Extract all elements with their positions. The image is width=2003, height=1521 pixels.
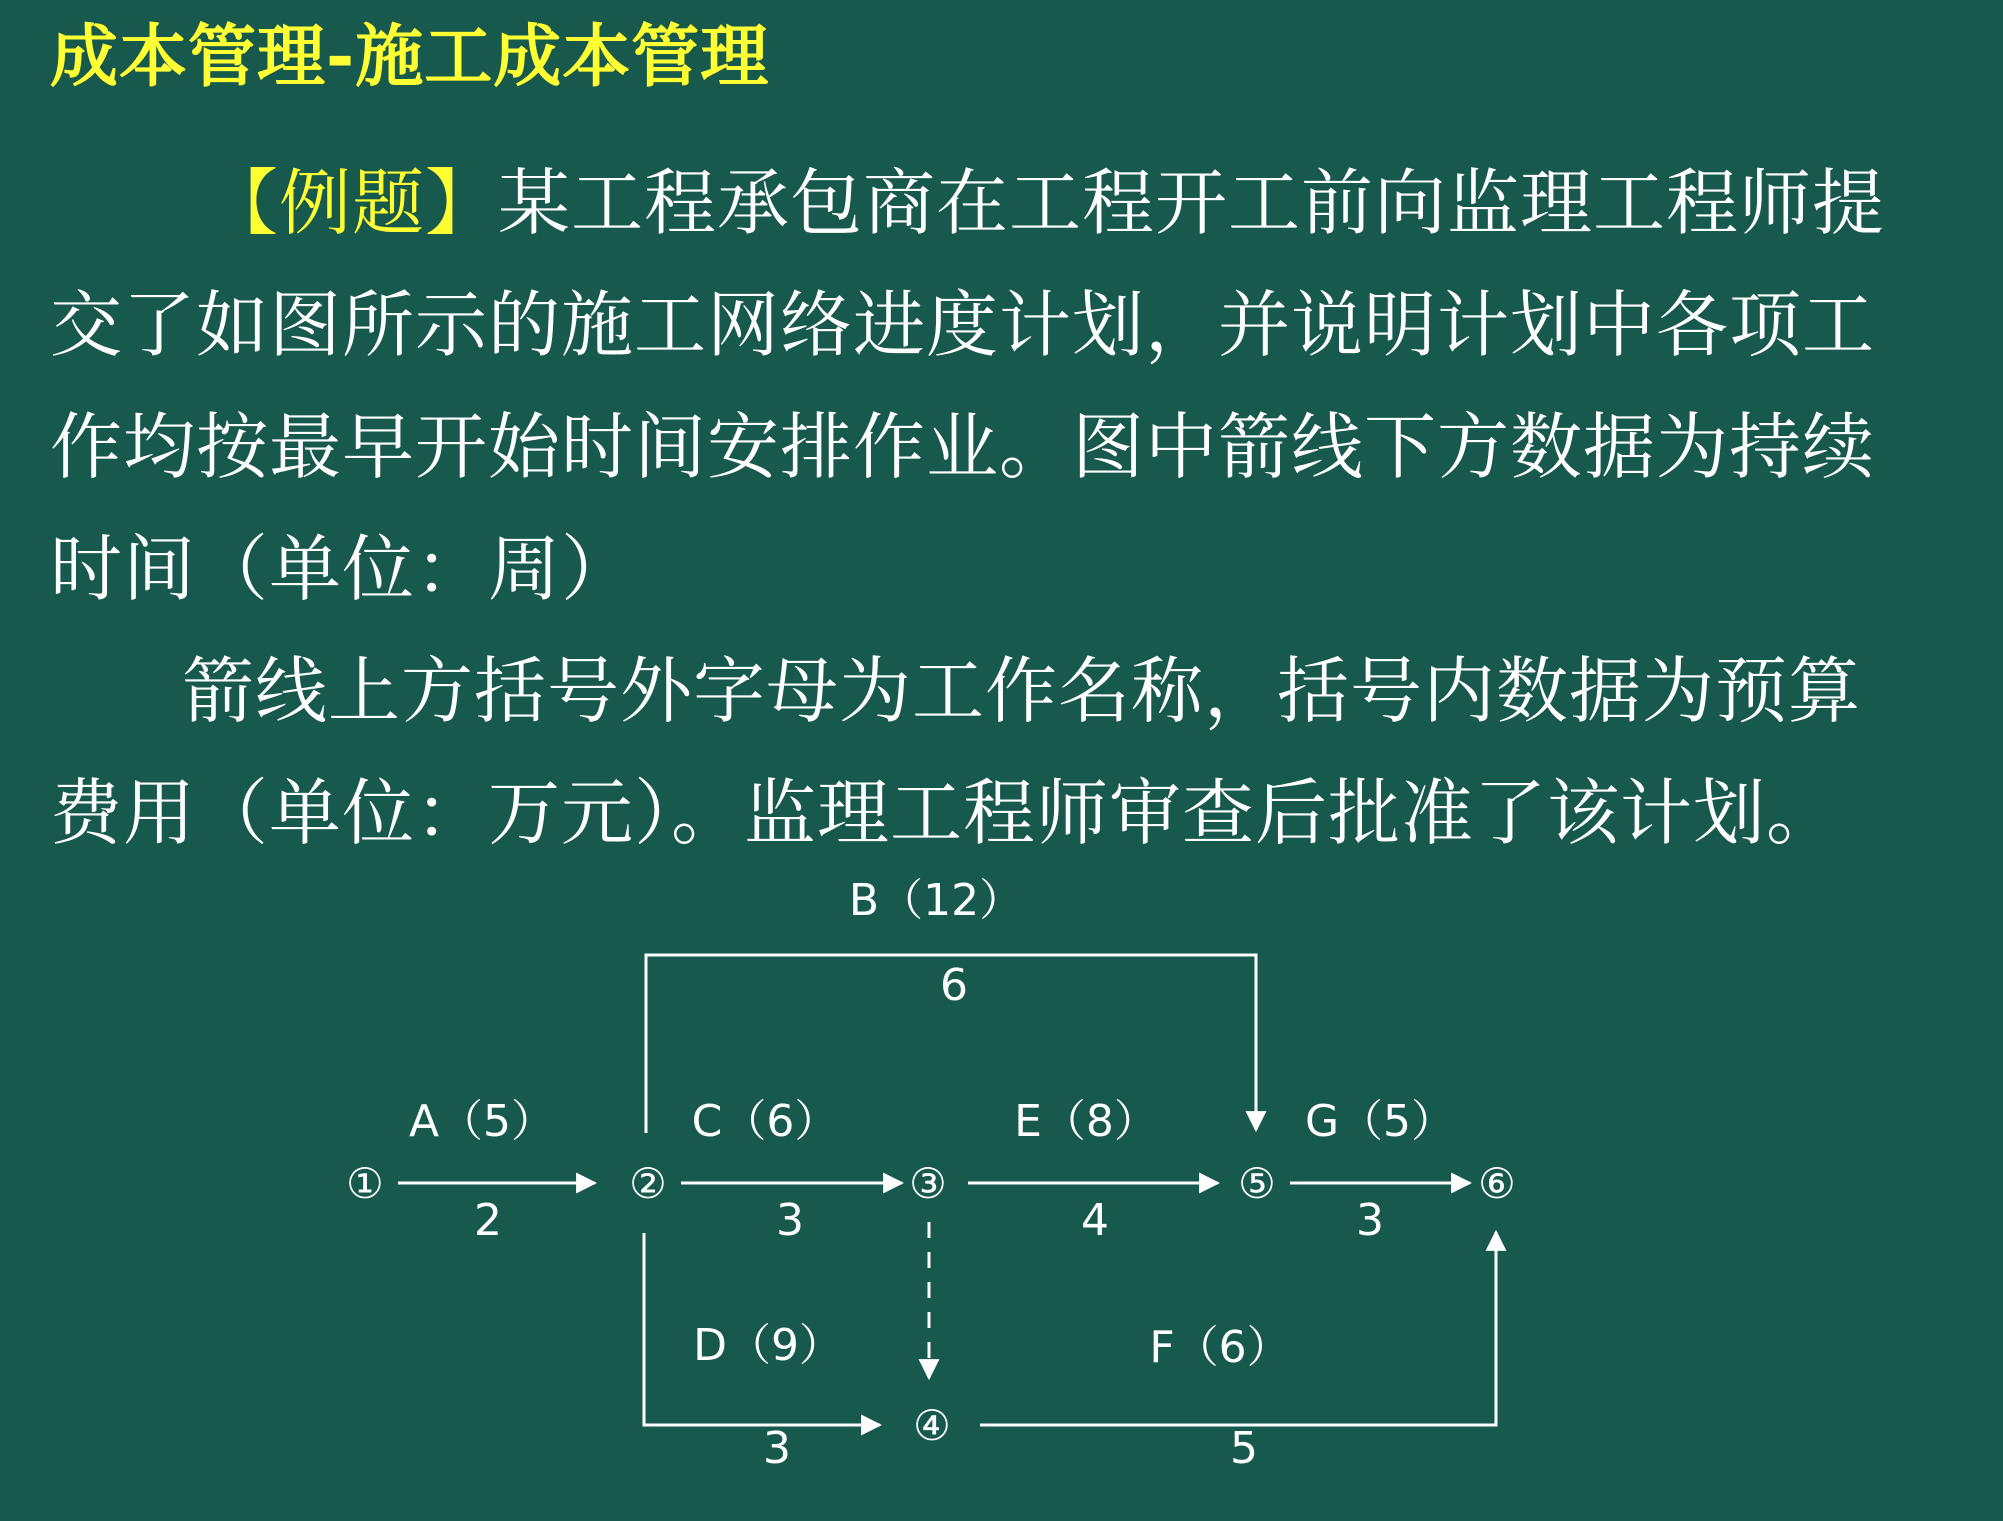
network-nodes xyxy=(346,1159,1516,1450)
activity-label-f: F（6） xyxy=(1149,1322,1291,1373)
problem-line-4: 时间（单位：周） xyxy=(50,527,635,611)
problem-line-2: 交了如图所示的施工网络进度计划，并说明计划中各项工 xyxy=(50,283,1876,367)
problem-line-6: 费用（单位：万元）。监理工程师审查后批准了该计划。 xyxy=(50,771,1840,855)
network-arrows xyxy=(398,955,1496,1425)
activity-duration-f: 5 xyxy=(1230,1423,1258,1474)
activity-label-c: C（6） xyxy=(691,1096,839,1147)
node-5: ⑤ xyxy=(1238,1159,1276,1208)
page-title: 成本管理-施工成本管理 xyxy=(50,18,770,97)
activity-label-d: D（9） xyxy=(693,1320,843,1371)
activity-label-b: B（12） xyxy=(848,875,1024,926)
problem-line-5: 箭线上方括号外字母为工作名称，括号内数据为预算 xyxy=(182,649,1862,733)
node-1: ① xyxy=(346,1159,384,1208)
node-4: ④ xyxy=(913,1401,951,1450)
activity-duration-a: 2 xyxy=(474,1195,502,1246)
example-tag: 【例题】 xyxy=(206,161,499,245)
activity-duration-d: 3 xyxy=(763,1423,791,1474)
node-6: ⑥ xyxy=(1478,1159,1516,1208)
activity-label-e: E（8） xyxy=(1014,1096,1158,1147)
problem-line-1-text: 某工程承包商在工程开工前向监理工程师提 xyxy=(498,161,1886,245)
node-3: ③ xyxy=(909,1159,947,1208)
problem-line-3: 作均按最早开始时间安排作业。图中箭线下方数据为持续 xyxy=(50,405,1876,489)
activity-duration-e: 4 xyxy=(1081,1195,1109,1246)
node-2: ② xyxy=(629,1159,667,1208)
activity-label-a: A（5） xyxy=(408,1096,556,1147)
activity-duration-c: 3 xyxy=(776,1195,804,1246)
activity-duration-g: 3 xyxy=(1356,1195,1384,1246)
activity-label-g: G（5） xyxy=(1304,1096,1456,1147)
activity-duration-b: 6 xyxy=(940,960,968,1011)
